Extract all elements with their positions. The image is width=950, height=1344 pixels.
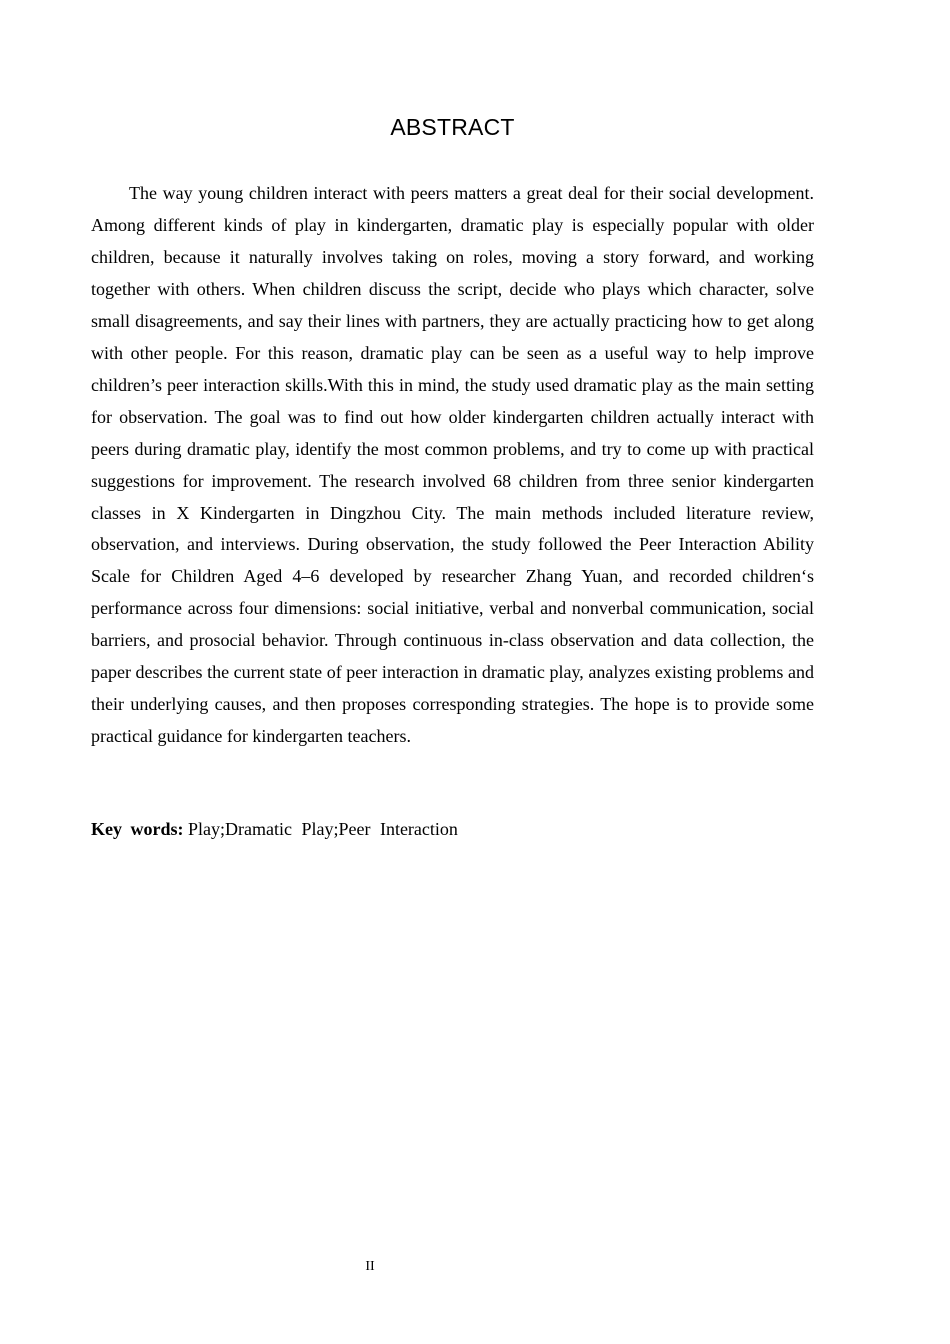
page-number: II [365,1259,375,1274]
keywords-label: Key words: [91,819,184,839]
abstract-title: ABSTRACT [390,114,515,140]
keywords-value: Play;Dramatic Play;Peer Interaction [188,819,458,839]
abstract-body-paragraph: The way young children interact with peers matters a great deal for their social development. Among different kinds of play in kindergarten, dramatic play is especially popular with older children, because it naturally involves taking on roles, moving a story forward, and working together with others. When children discuss the script, decide who plays which character, solve small disagreements, and say their lines with partners, they are actually practicing how to get along with other people. For this reason, dramatic play can be seen as a useful way to help improve children’s peer interaction skills.With this in mind, the study used dramatic play as the main setting for observation. The goal was to find out how older kindergarten children actually interact with peers during dramatic play, identify the most common problems, and try to come up with practical suggestions for improvement. The research involved 68 children from three senior kindergarten classes in X Kindergarten in Dingzhou City. The main methods included literature review, observation, and interviews. During observation, the study followed the Peer Interaction Ability Scale for Children Aged 4–6 developed by researcher Zhang Yuan, and recorded children‘s performance across four dimensions: social initiative, verbal and nonverbal communication, social barriers, and prosocial behavior. Through continuous in-class observation and data collection, the paper describes the current state of peer interaction in dramatic play, analyzes existing problems and their underlying causes, and then proposes corresponding strategies. The hope is to provide some practical guidance for kindergarten teachers. [91,183,814,747]
keywords-line [91,815,814,843]
